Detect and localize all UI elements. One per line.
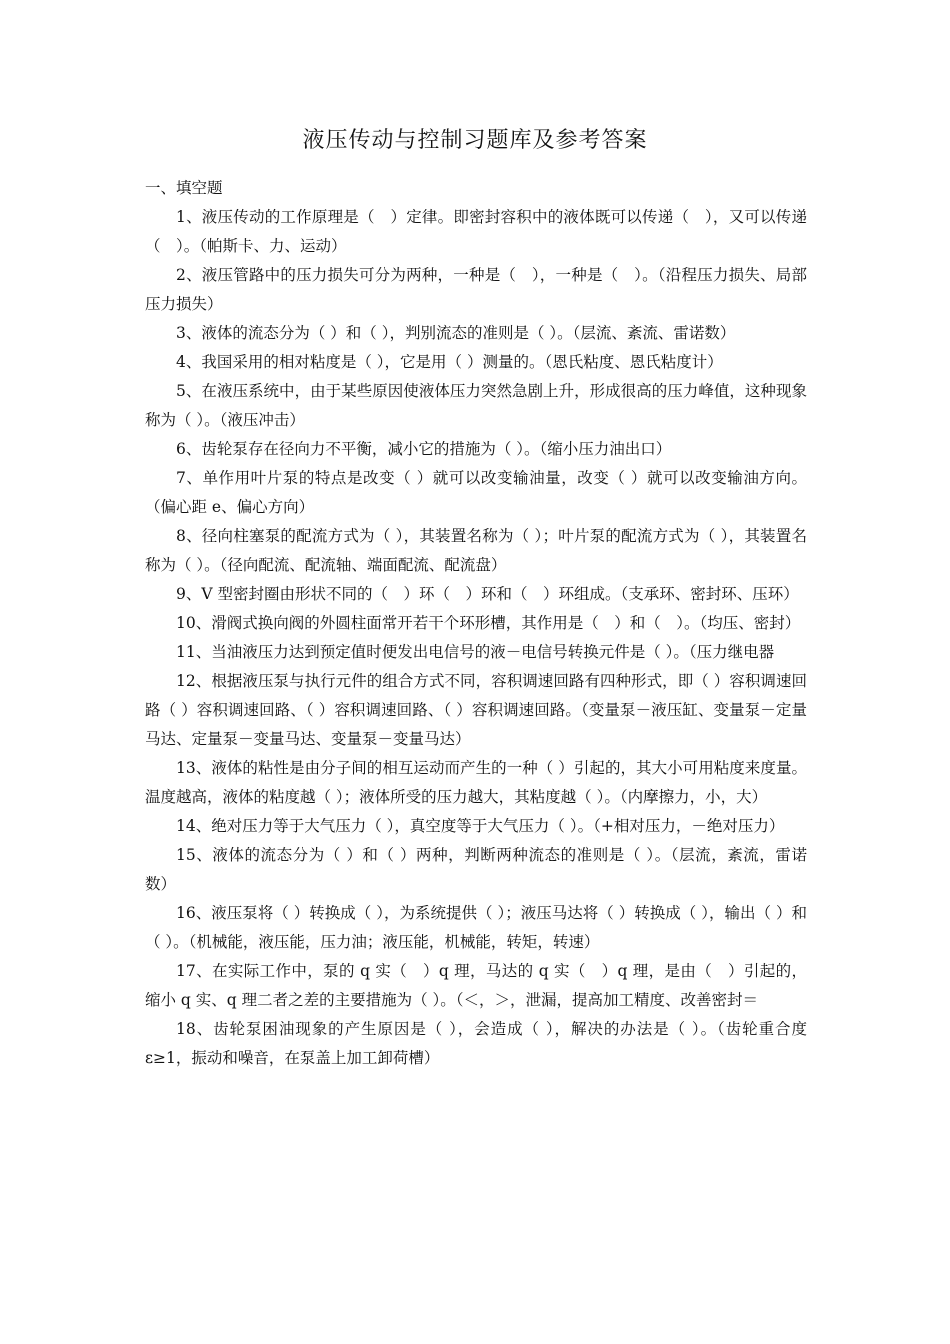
question-item: 6、齿轮泵存在径向力不平衡，减小它的措施为（ ）。（缩小压力油出口） (176, 440, 672, 458)
question-item: 15、液体的流态分为（ ）和（ ）两种，判断两种流态的准则是（ ）。（层流，紊流，雷诺数） (145, 846, 807, 893)
question-item: 16、液压泵将（ ）转换成（ ），为系统提供（ ）；液压马达将（ ）转换成（ ），输出（ ）和（ ）。（机械能，液压能，压力油；液压能，机械能，转矩，转速） (145, 904, 807, 951)
question-item: 1、液压传动的工作原理是（ ）定律。即密封容积中的液体既可以传递（ ），又可以传递（ ）。（帕斯卡、力、运动） (145, 208, 807, 255)
question-item: 4、我国采用的相对粘度是（ ），它是用（ ）测量的。（恩氏粘度、恩氏粘度计） (176, 353, 723, 371)
question-item: 13、液体的粘性是由分子间的相互运动而产生的一种（ ）引起的，其大小可用粘度来度量。温度越高，液体的粘度越（ ）；液体所受的压力越大，其粘度越（ ）。（内摩擦力，小，大） (145, 759, 807, 806)
question-item: 17、在实际工作中，泵的 q 实（ ）q 理，马达的 q 实（ ）q 理，是由（ ）引起的，缩小 q 实、q 理二者之差的主要措施为（ ）。（＜，＞，泄漏，提高加工精度、改善密封＝ (145, 962, 807, 1009)
question-item: 11、当油液压力达到预定值时便发出电信号的液－电信号转换元件是（ ）。（压力继电器 (176, 643, 775, 661)
question-item: 5、在液压系统中，由于某些原因使液体压力突然急剧上升，形成很高的压力峰值，这种现象称为（ ）。（液压冲击） (145, 382, 807, 429)
question-item: 7、单作用叶片泵的特点是改变（ ）就可以改变输油量，改变（ ）就可以改变输油方向。（偏心距 e、偏心方向） (145, 469, 807, 516)
question-item: 8、径向柱塞泵的配流方式为（ ），其装置名称为（ ）；叶片泵的配流方式为（ ），其装置名称为（ ）。（径向配流、配流轴、端面配流、配流盘） (145, 527, 807, 574)
question-item: 18、齿轮泵困油现象的产生原因是（ ），会造成（ ），解决的办法是（ ）。（齿轮重合度ε≥1，振动和噪音，在泵盖上加工卸荷槽） (145, 1020, 807, 1067)
question-list (145, 203, 807, 1073)
question-item: 10、滑阀式换向阀的外圆柱面常开若干个环形槽，其作用是（ ）和（ ）。（均压、密封） (176, 614, 801, 632)
question-item: 3、液体的流态分为（ ）和（ ），判别流态的准则是（ ）。（层流、紊流、雷诺数） (176, 324, 736, 342)
document-title: 液压传动与控制习题库及参考答案 (302, 128, 648, 153)
question-item: 2、液压管路中的压力损失可分为两种，一种是（ ），一种是（ ）。（沿程压力损失、局部压力损失） (145, 266, 807, 313)
section-heading: 一、填空题 (145, 179, 223, 197)
question-item: 12、根据液压泵与执行元件的组合方式不同，容积调速回路有四种形式，即（ ）容积调速回路（ ）容积调速回路、（ ）容积调速回路、（ ）容积调速回路。（变量泵－液压缸、变量泵－定量马达、定量泵－变量马达、变量泵－变量马达） (145, 672, 807, 748)
question-item: 9、V 型密封圈由形状不同的（ ）环（ ）环和（ ）环组成。（支承环、密封环、压环） (176, 585, 799, 603)
question-item: 14、绝对压力等于大气压力（ ），真空度等于大气压力（ ）。（+相对压力，－绝对压力） (176, 817, 785, 835)
